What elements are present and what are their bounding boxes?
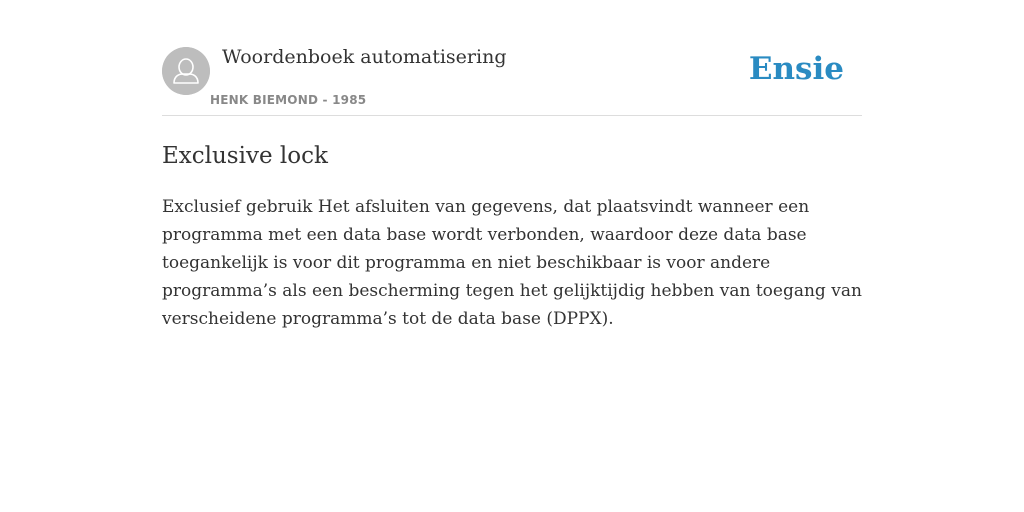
entry-header <box>162 46 862 116</box>
entry-definition: Exclusief gebruik Het afsluiten van gegevens, dat plaatsvindt wanneer een programma met een data base wordt verbonden, waardoor deze data base toegankelijk is voor dit programma en niet beschikbaar is voor andere programma’s als een bescherming tegen het gelijktijdig hebben van toegang van verscheidene programma’s tot de data base (DPPX). <box>162 197 862 329</box>
ensie-logo[interactable]: Ensie <box>748 51 844 87</box>
entry-card <box>162 46 862 333</box>
book-title[interactable]: Woordenboek automatisering <box>222 46 507 68</box>
author-byline <box>210 93 366 107</box>
author-name[interactable]: HENK BIEMOND <box>210 93 319 107</box>
byline-separator: - <box>322 93 328 107</box>
entry-title: Exclusive lock <box>162 143 328 169</box>
publication-year: 1985 <box>332 93 367 107</box>
user-avatar-icon[interactable] <box>162 47 210 95</box>
